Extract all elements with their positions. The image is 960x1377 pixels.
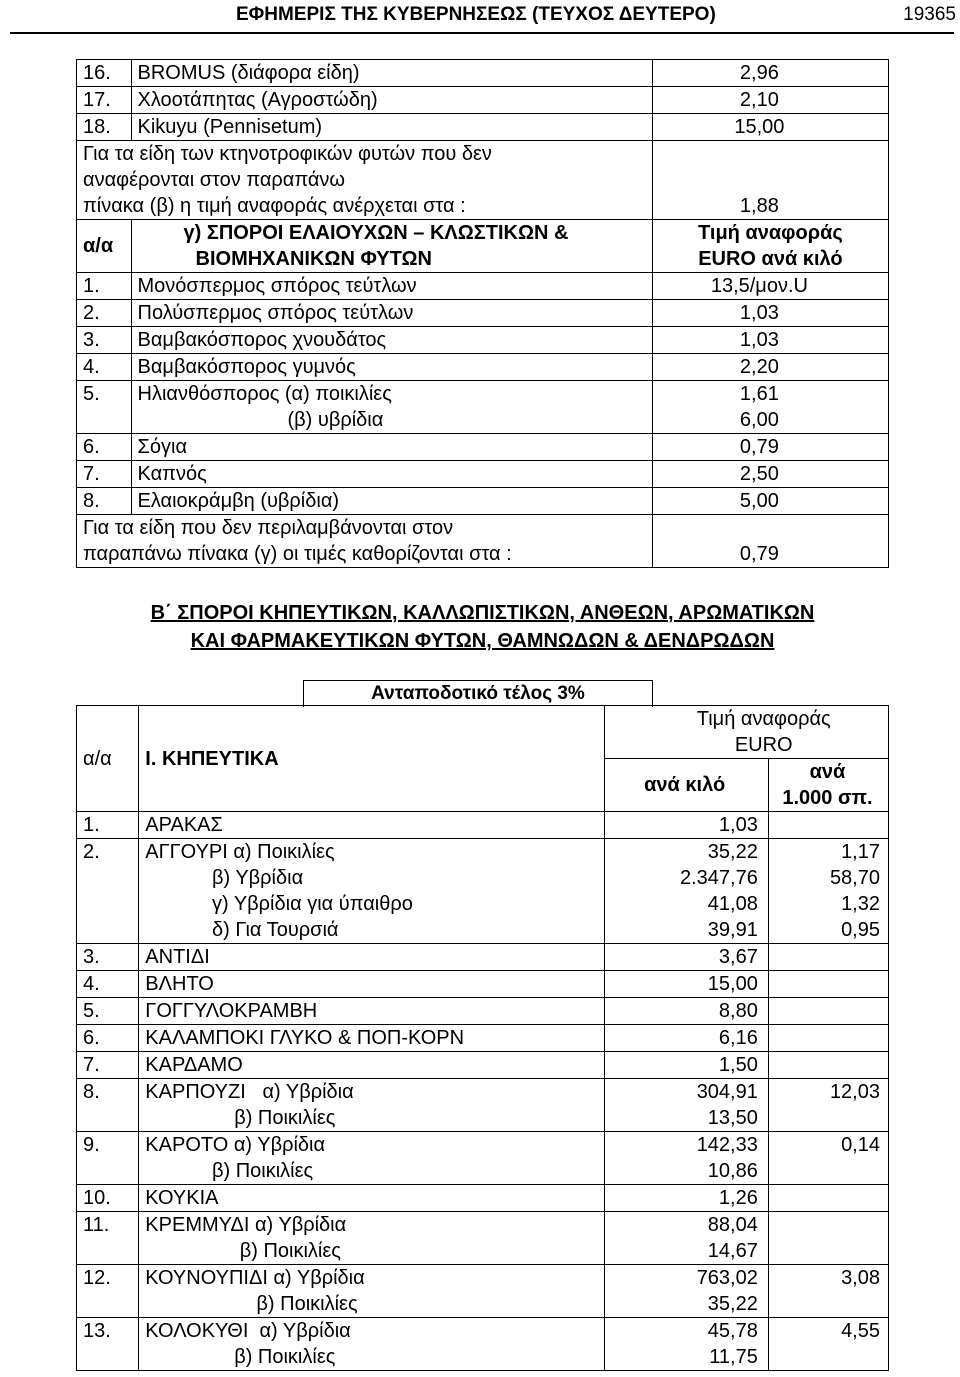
table-row: 1. Μονόσπερμος σπόρος τεύτλων 13,5/μον.U — [77, 273, 889, 300]
table-row: 11. ΚΡΕΜΜΥΔΙ α) Υβρίδια β) Ποικιλίες 88,04 14,67 — [77, 1212, 889, 1265]
table2-rows — [77, 812, 889, 1371]
header-per-1000: ανά 1.000 σπ. — [768, 759, 888, 812]
table-row: 18. Kikuyu (Pennisetum) 15,00 — [77, 114, 889, 141]
header-price: Τιμή αναφοράς EURO — [605, 706, 889, 759]
table-row: 3. Βαμβακόσπορος χνουδάτος 1,03 — [77, 327, 889, 354]
table-row: 16. BROMUS (διάφορα είδη) 2,96 — [77, 60, 889, 87]
table-row: 6. Σόγια 0,79 — [77, 434, 889, 461]
table-row: 7. ΚΑΡΔΑΜΟ 1,50 — [77, 1052, 889, 1079]
table-row: 7. Καπνός 2,50 — [77, 461, 889, 488]
note-c-row — [77, 515, 889, 568]
table-row: 9. ΚΑΡΟΤΟ α) Υβρίδια β) Ποικιλίες 142,33 10,86 0,14 — [77, 1132, 889, 1185]
table-row: 17. Χλοοτάπητας (Αγροστώδη) 2,10 — [77, 87, 889, 114]
table-row: 8. Ελαιοκράμβη (υβρίδια) 5,00 — [77, 488, 889, 515]
header-rule — [10, 32, 954, 34]
table-row: 2. ΑΓΓΟΥΡΙ α) Ποικιλίες β) Υβρίδια γ) Υβρίδια για ύπαιθρο δ) Για Τουρσιά 35,22 2.347,76 41,08 39,91 1,17 58,70 1,32 0,95 — [77, 839, 889, 944]
table1-header-row — [77, 220, 889, 273]
oilseed-price-table — [76, 59, 889, 568]
table-row: 2. Πολύσπερμος σπόρος τεύτλων 1,03 — [77, 300, 889, 327]
gazette-title: ΕΦΗΜΕΡΙΣ ΤΗΣ ΚΥΒΕΡΝΗΣΕΩΣ (ΤΕΥΧΟΣ ΔΕΥΤΕΡΟ) — [236, 4, 716, 25]
header-per-kilo: ανά κιλό — [605, 759, 768, 812]
header-desc: γ) ΣΠΟΡΟΙ ΕΛΑΙΟΥΧΩΝ – ΚΛΩΣΤΙΚΩΝ & ΒΙΟΜΗΧΑΝΙΚΩΝ ΦΥΤΩΝ — [131, 220, 652, 273]
table-row: 13. ΚΟΛΟΚΥΘΙ α) Υβρίδια β) Ποικιλίες 45,78 11,75 4,55 — [77, 1318, 889, 1371]
header-num: α/α — [77, 706, 139, 812]
header-title: Ι. ΚΗΠΕΥΤΙΚΑ — [139, 706, 605, 812]
note-b-text: Για τα είδη των κτηνοτροφικών φυτών που δεν αναφέρονται στον παραπάνω πίνακα (β) η τιμή αναφοράς ανέρχεται στα : — [77, 141, 653, 220]
header-num: α/α — [77, 220, 132, 273]
table-row: 10. ΚΟΥΚΙΑ 1,26 — [77, 1185, 889, 1212]
table-row: 5. ΓΟΓΓΥΛΟΚΡΑΜΒΗ 8,80 — [77, 998, 889, 1025]
table1-rows — [77, 273, 889, 381]
table-row: 6. ΚΑΛΑΜΠΟΚΙ ΓΛΥΚΟ & ΠΟΠ-ΚΟΡΝ 6,16 — [77, 1025, 889, 1052]
table1-top-rows — [77, 60, 889, 141]
table-row: 3. ΑΝΤΙΔΙ 3,67 — [77, 944, 889, 971]
note-b-row — [77, 141, 889, 220]
note-c-text: Για τα είδη που δεν περιλαμβάνονται στον παραπάνω πίνακα (γ) οι τιμές καθορίζονται στα : — [77, 515, 653, 568]
table-row: 8. ΚΑΡΠΟΥΖΙ α) Υβρίδια β) Ποικιλίες 304,91 13,50 12,03 — [77, 1079, 889, 1132]
table-row: 4. ΒΛΗΤΟ 15,00 — [77, 971, 889, 998]
table-row: 1. ΑΡΑΚΑΣ 1,03 — [77, 812, 889, 839]
page-header — [0, 0, 960, 36]
table2-header-row — [77, 706, 889, 759]
table-row: 12. ΚΟΥΝΟΥΠΙΔΙ α) Υβρίδια β) Ποικιλίες 763,02 35,22 3,08 — [77, 1265, 889, 1318]
header-price: Τιμή αναφοράς EURO ανά κιλό — [652, 220, 888, 273]
fee-label: Ανταποδοτικό τέλος 3% — [303, 680, 653, 707]
note-b-value: 1,88 — [652, 141, 888, 220]
table-row: 5. Ηλιανθόσπορος (α) ποικιλίες (β) υβρίδια 1,61 6,00 — [77, 381, 889, 434]
note-c-value: 0,79 — [652, 515, 888, 568]
vegetable-seed-price-table — [76, 705, 889, 1371]
table-row: 4. Βαμβακόσπορος γυμνός 2,20 — [77, 354, 889, 381]
table1-rows-after — [77, 434, 889, 515]
page-number: 19365 — [903, 4, 956, 25]
section-b-heading: Β΄ ΣΠΟΡΟΙ ΚΗΠΕΥΤΙΚΩΝ, ΚΑΛΛΩΠΙΣΤΙΚΩΝ, ΑΝΘΕΩΝ, ΑΡΩΜΑΤΙΚΩΝ ΚΑΙ ΦΑΡΜΑΚΕΥΤΙΚΩΝ ΦΥΤΩΝ, ΘΑΜΝΩΔΩΝ & ΔΕΝΔΡΩΔΩΝ — [150, 602, 815, 652]
